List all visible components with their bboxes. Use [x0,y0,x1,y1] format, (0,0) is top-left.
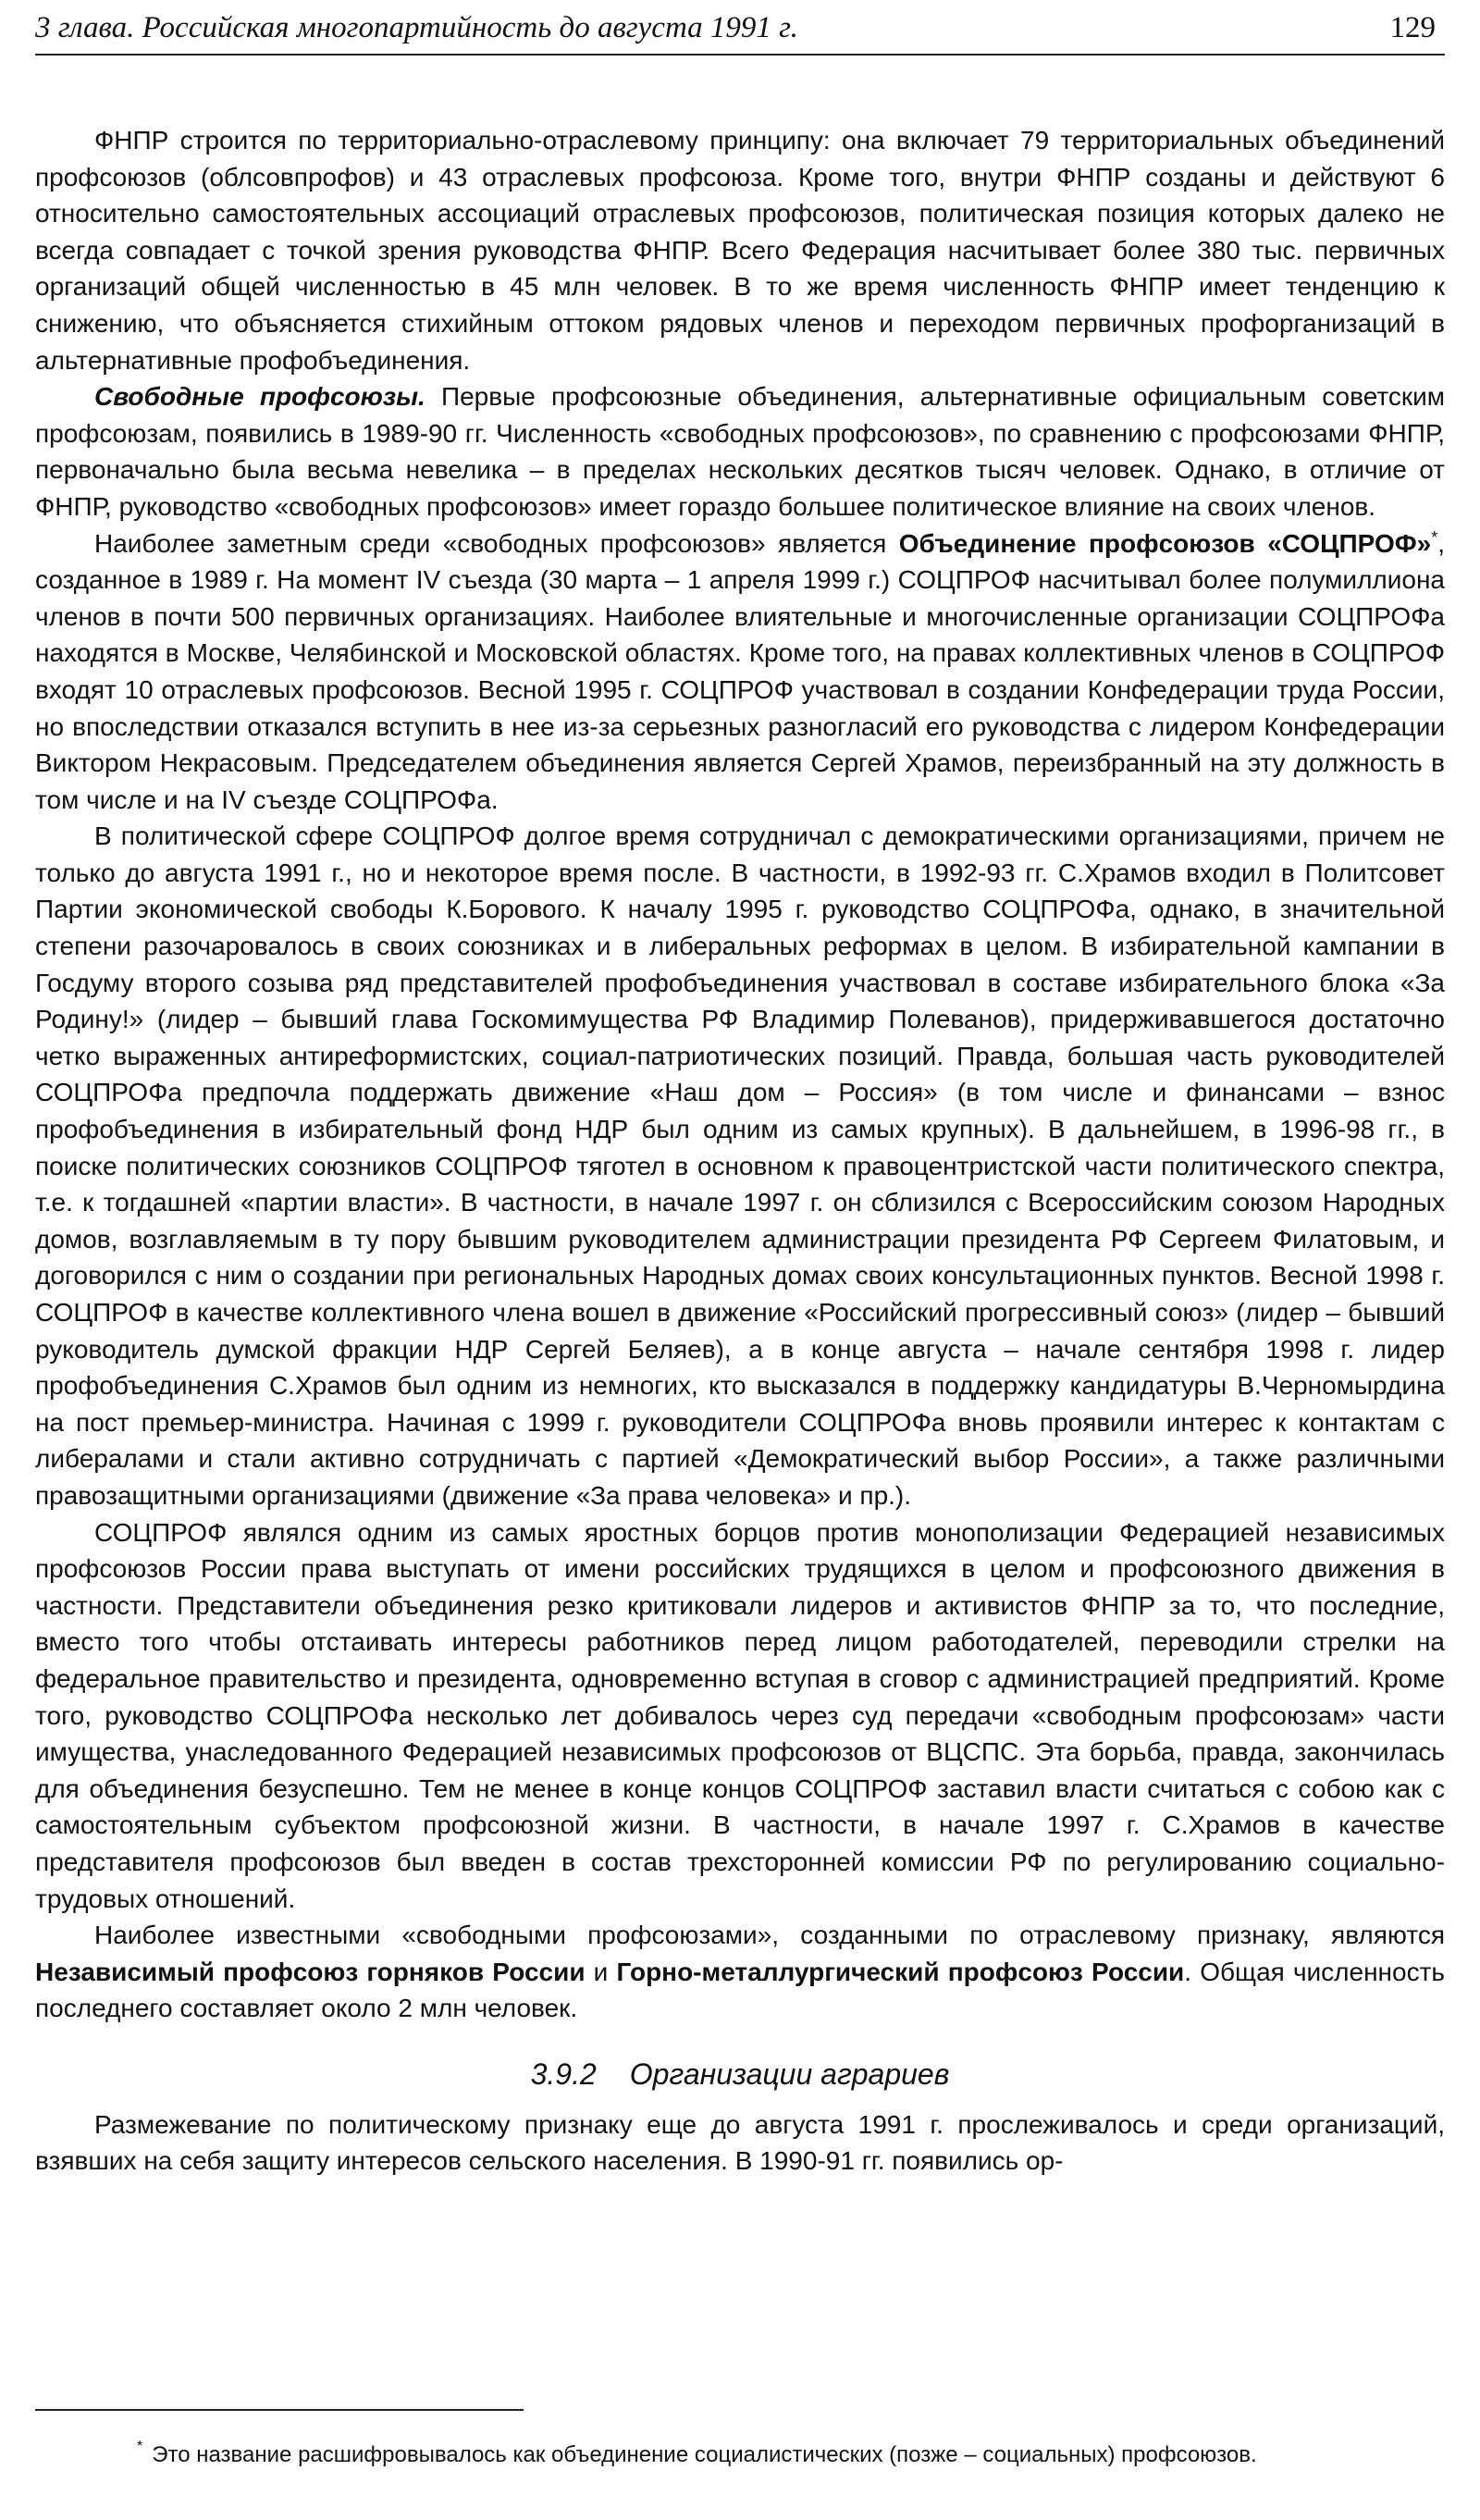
paragraph-text: Первые профсоюзные объединения, альтернативные официальным советским профсоюзам, появились в 1989-90 гг. Численность «свободных профсоюзов», по сравнению с профсоюзами ФНПР, первоначально была весьма невелика – в пределах нескольких десятков тысяч человек. Однако, в отличие от ФНПР, руководство «свободных профсоюзов» имеет гораздо большее политическое влияние на своих членов. [35,382,1445,521]
footnote-mark: * [137,2439,143,2454]
page-number: 129 [1389,11,1436,44]
paragraph-text: Наиболее заметным среди «свободных профсоюзов» является [94,528,899,558]
bold-term: Независимый профсоюз горняков России [35,1957,586,1986]
paragraph-industry-unions [35,1917,1445,2027]
paragraph-sotsprof [35,525,1445,819]
paragraph-text: и [585,1957,617,1986]
body-text [35,122,1445,2180]
section-number: 3.9.2 [530,2057,597,2091]
paragraph-free-unions [35,378,1445,525]
paragraph-text: Наиболее известными «свободными профсоюзами», созданными по отраслевому признаку, являются [94,1921,1445,1950]
footnote-divider [35,2409,524,2411]
footnote-reference[interactable]: * [1431,527,1438,547]
running-head [35,6,1445,56]
paragraph-monopolization: СОЦПРОФ являлся одним из самых яростных борцов против монополизации Федерацией независимых профсоюзов России права выступать от имени российских трудящихся в целом и профсоюзного движения в частности. Представители объединения резко критиковали лидеров и активистов ФНПР за то, что последние, вместо того чтобы отстаивать интересы работников перед лицом работодателей, переводили стрелки на федеральное правительство и президента, одновременно вступая в сговор с администрацией предприятий. Кроме того, руководство СОЦПРОФа несколько лет добивалось через суд передачи «свободным профсоюзам» части имущества, унаследованного Федерацией независимых профсоюзов от ВЦСПС. Эта борьба, правда, закончилась для объединения безуспешно. Тем не менее в конце концов СОЦПРОФ заставил власти считаться с собою как с самостоятельным субъектом профсоюзной жизни. В частности, в начале 1997 г. С.Храмов в качестве представителя профсоюзов был введен в состав трехсторонней комиссии РФ по регулированию социально-трудовых отношений. [35,1517,1445,1913]
paragraph-political-sphere: В политической сфере СОЦПРОФ долгое время сотрудничал с демократическими организациями, причем не только до августа 1991 г., но и некоторое время после. В частности, в 1992-93 гг. С.Храмов входил в Политсовет Партии экономической свободы К.Борового. К началу 1995 г. руководство СОЦПРОФа, однако, в значительной степени разочаровалось в своих союзниках и в либеральных реформах в целом. В избирательной кампании в Госдуму второго созыва ряд представителей профобъединения участвовал в составе избирательного блока «За Родину!» (лидер – бывший глава Госкомимущества РФ Владимир Полеванов), придерживавшегося достаточно четко выраженных антиреформистских, социал-патриотических позиций. Правда, большая часть руководителей СОЦПРОФа предпочла поддержать движение «Наш дом – Россия» (в том числе и финансами – взнос профобъединения в избирательный фонд НДР был одним из самых крупных). В дальнейшем, в 1996-98 гг., в поиске политических союзников СОЦПРОФ тяготел в основном к правоцентристской части политического спектра, т.е. к тогдашней «партии власти». В частности, в начале 1997 г. он сблизился с Всероссийским союзом Народных домов, возглавляемым в ту пору бывшим руководителем администрации президента РФ Сергеем Филатовым, и договорился с ним о создании при региональных Народных домах своих консультационных пунктов. Весной 1998 г. СОЦПРОФ в качестве коллективного члена вошел в движение «Российский прогрессивный союз» (лидер – бывший руководитель думской фракции НДР Сергей Беляев), а в конце августа – начале сентября 1998 г. лидер профобъединения С.Храмов был одним из немногих, кто высказался в поддержку кандидатуры В.Черномырдина на пост премьер-министра. Начиная с 1999 г. руководители СОЦПРОФа вновь проявили интерес к контактам с либералами и стали активно сотрудничать с партией «Демократический выбор России», а также различными правозащитными организациями (движение «За права человека» и пр.). [35,821,1445,1510]
paragraph-text: , созданное в 1989 г. На момент IV съезда (30 марта – 1 апреля 1999 г.) СОЦПРОФ насчитывал более полумиллиона членов в почти 500 первичных организациях. Наиболее влиятельные и многочисленные организации СОЦПРОФа находятся в Москве, Челябинской и Московской областях. Кроме того, на правах коллективных членов в СОЦПРОФ входят 10 отраслевых профсоюзов. Весной 1995 г. СОЦПРОФ участвовал в создании Конфедерации труда России, но впоследствии отказался вступить в нее из-за серьезных разногласий его руководства с лидером Конфедерации Виктором Некрасовым. Председателем объединения является Сергей Храмов, переизбранный на эту должность в том числе и на IV съезде СОЦПРОФа. [35,528,1445,814]
run-in-heading: Свободные профсоюзы. [94,382,426,412]
bold-term: Объединение профсоюзов «СОЦПРОФ» [898,528,1432,558]
section-title: Организации аграриев [629,2057,950,2091]
footnote-text: Это название расшифровывалось как объединение социалистических (позже – социальных) профсоюзов. [152,2442,1257,2467]
section-heading [35,2055,1445,2094]
bold-term: Горно-металлургический профсоюз России [616,1957,1185,1986]
footnote [35,2439,1445,2472]
paragraph-agrarian: Размежевание по политическому признаку еще до августа 1991 г. прослеживалось и среди организаций, взявших на себя защиту интересов сельского населения. В 1990-91 гг. появились ор- [35,2109,1445,2176]
paragraph-fnpr-structure: ФНПР строится по территориально-отраслевому принципу: она включает 79 территориальных объединений профсоюзов (облсовпрофов) и 43 отраслевых профсоюза. Кроме того, внутри ФНПР созданы и действуют 6 относительно самостоятельных ассоциаций отраслевых профсоюзов, политическая позиция которых далеко не всегда совпадает с точкой зрения руководства ФНПР. Всего Федерация насчитывает более 380 тыс. первичных организаций общей численностью в 45 млн человек. В то же время численность ФНПР имеет тенденцию к снижению, что объясняется стихийным оттоком рядовых членов и переходом первичных профорганизаций в альтернативные профобъединения. [35,126,1445,375]
chapter-title: 3 глава. Российская многопартийность до августа 1991 г. [35,11,798,44]
paragraph-text: . Общая численность последнего составляет около 2 млн человек. [35,1957,1445,2023]
